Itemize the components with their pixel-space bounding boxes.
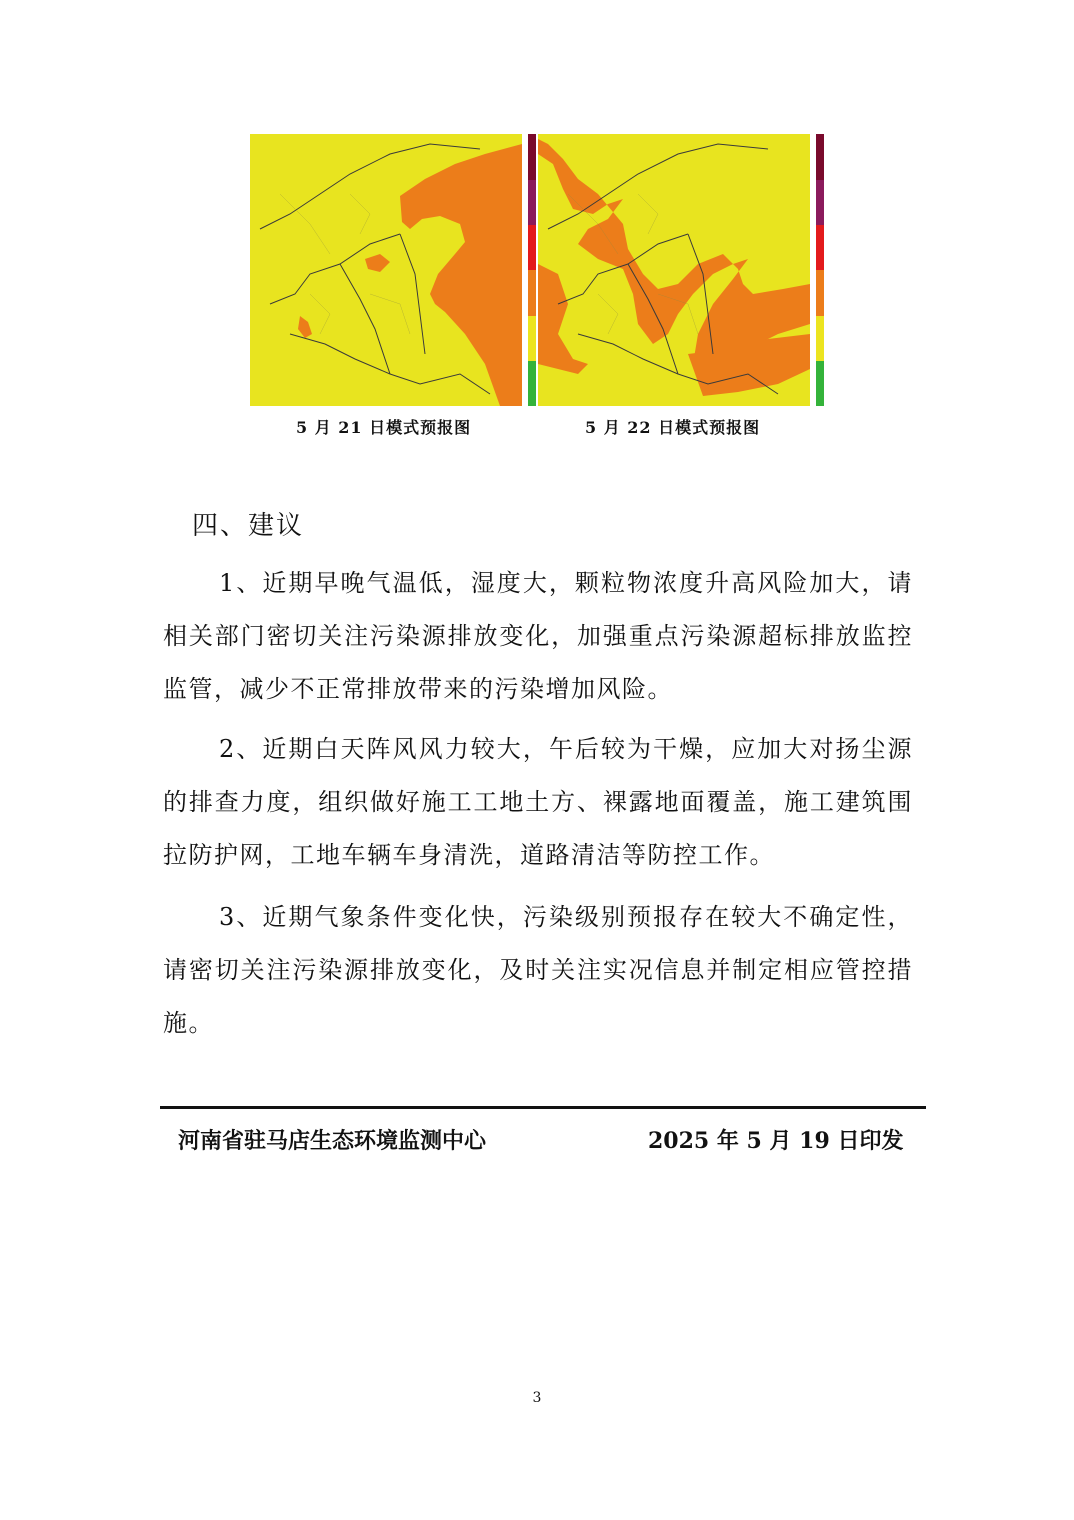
scale-seg-excellent bbox=[816, 361, 824, 406]
scale-seg-severe bbox=[816, 134, 824, 180]
map-caption-may21: 5 月 21 日模式预报图 bbox=[296, 418, 472, 437]
scale-seg-light bbox=[528, 270, 536, 316]
map-caption-may22: 5 月 22 日模式预报图 bbox=[585, 418, 761, 437]
footer-org: 河南省驻马店生态环境监测中心 bbox=[178, 1128, 487, 1154]
scale-seg-good bbox=[816, 316, 824, 361]
paragraph-2: 2、近期白天阵风风力较大，午后较为干燥，应加大对扬尘源的排查力度，组织做好施工工地土方、裸露地面覆盖，施工建筑围拉防护网，工地车辆车身清洗，道路清洁等防控工作。 bbox=[163, 735, 913, 869]
footer-date: 2025 年 5 月 19 日印发 bbox=[648, 1128, 904, 1154]
scale-seg-moderate bbox=[528, 225, 536, 270]
color-scale-legend bbox=[528, 134, 536, 406]
paragraph-3: 3、近期气象条件变化快，污染级别预报存在较大不确定性，请密切关注污染源排放变化，及时关注实况信息并制定相应管控措施。 bbox=[163, 903, 913, 1037]
scale-seg-heavy bbox=[816, 180, 824, 225]
footer-divider bbox=[160, 1106, 926, 1109]
forecast-map-may22 bbox=[538, 134, 810, 406]
page-number: 3 bbox=[532, 1390, 542, 1406]
scale-seg-heavy bbox=[528, 180, 536, 225]
scale-seg-light bbox=[816, 270, 824, 316]
paragraph-1: 1、近期早晚气温低，湿度大，颗粒物浓度升高风险加大，请相关部门密切关注污染源排放变化，加强重点污染源超标排放监控监管，减少不正常排放带来的污染增加风险。 bbox=[163, 569, 913, 703]
color-scale-legend bbox=[816, 134, 824, 406]
scale-seg-moderate bbox=[816, 225, 824, 270]
forecast-map-may21-image bbox=[250, 134, 522, 406]
scale-seg-excellent bbox=[528, 361, 536, 406]
forecast-map-may21 bbox=[250, 134, 522, 406]
scale-seg-good bbox=[528, 316, 536, 361]
forecast-map-may22-image bbox=[538, 134, 810, 406]
section-heading: 四、建议 bbox=[192, 511, 305, 541]
scale-seg-severe bbox=[528, 134, 536, 180]
